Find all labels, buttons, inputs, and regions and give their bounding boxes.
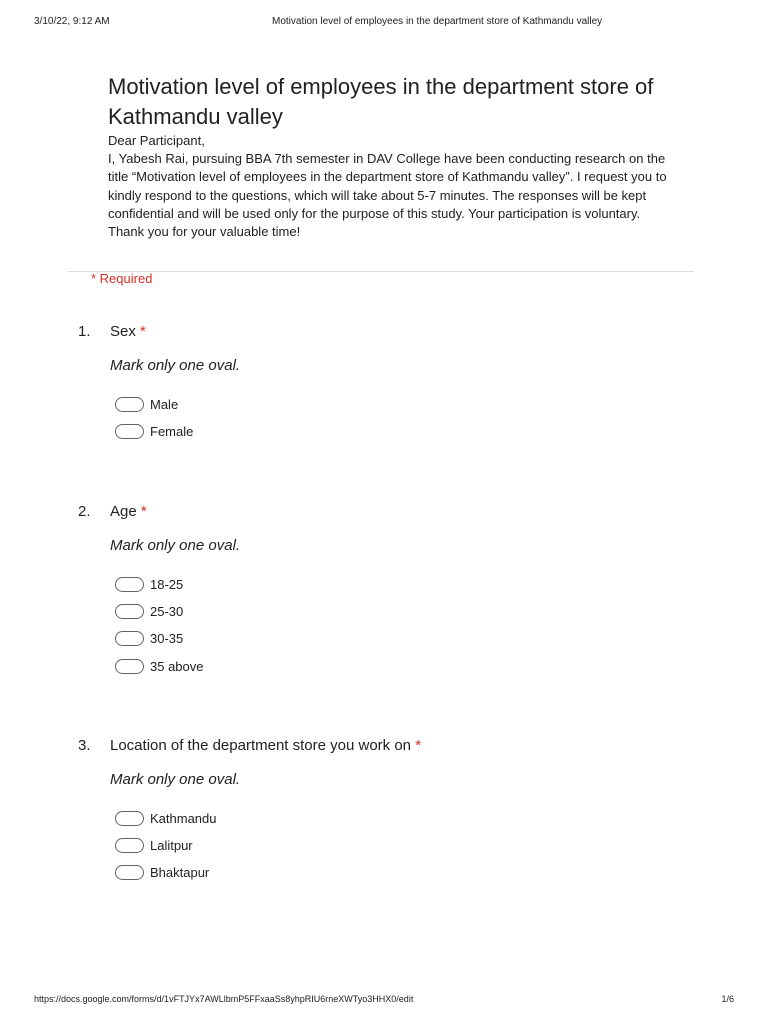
required-asterisk: * [140,323,146,340]
question-number: 2. [78,503,91,520]
description-thanks: Thank you for your valuable time! [108,224,301,240]
option-label: 18-25 [150,577,184,592]
question-title-text: Sex [110,323,136,340]
description-greeting: Dear Participant, [108,133,205,148]
option-label: 25-30 [150,604,184,619]
radio-oval[interactable] [115,604,144,619]
print-url[interactable]: https://docs.google.com/forms/d/1vFTJYx7AWLlbmP5FFxaaSs8yhpRIU6rneXWTyo3HHX0/edit [34,994,414,1004]
radio-oval[interactable] [115,811,144,826]
radio-oval[interactable] [115,865,144,880]
print-header-title: Motivation level of employees in the department store of Kathmandu valley [272,16,603,27]
radio-oval[interactable] [115,659,144,674]
option-label: Kathmandu [150,811,217,826]
required-asterisk: * [415,737,422,754]
option-label: 30-35 [150,631,184,646]
option-label: 35 above [150,659,204,674]
question-number: 1. [78,323,91,340]
question-title [110,737,421,754]
radio-oval[interactable] [115,631,144,646]
required-asterisk: * [140,503,147,520]
header-divider [68,271,694,272]
print-datetime: 3/10/22, 9:12 AM [34,16,110,27]
print-header [34,16,734,30]
option-label: Lalitpur [150,838,193,853]
question-instruction: Mark only one oval. [110,771,241,788]
radio-oval[interactable] [115,424,144,439]
question-instruction: Mark only one oval. [110,357,241,374]
radio-oval[interactable] [115,838,144,853]
radio-oval[interactable] [115,397,144,412]
question-title [110,323,146,340]
question-title [110,503,147,520]
question-title-text: Age [110,503,137,520]
question-instruction: Mark only one oval. [110,537,241,554]
required-note: * Required [91,271,153,286]
print-footer [34,994,734,1008]
question-title-text: Location of the department store you work on [110,737,412,754]
option-label: Male [150,397,179,412]
question-number: 3. [78,737,91,754]
description-body: I, Yabesh Rai, pursuing BBA 7th semester in DAV College have been conducting research on the title “Motivation level of employees in the department store of Kathmandu valley”. I request you to kindly respond to the questions, which will take about 5-7 minutes. The responses will be kept confidential and will be used only for the purpose of this study. Your participation is voluntary. [108,151,667,221]
option-label: Bhaktapur [150,865,210,880]
radio-oval[interactable] [115,577,144,592]
option-label: Female [150,424,194,439]
page-number: 1/6 [721,994,734,1004]
form-title: Motivation level of employees in the department store of Kathmandu valley [108,74,654,129]
form-description [108,132,678,241]
